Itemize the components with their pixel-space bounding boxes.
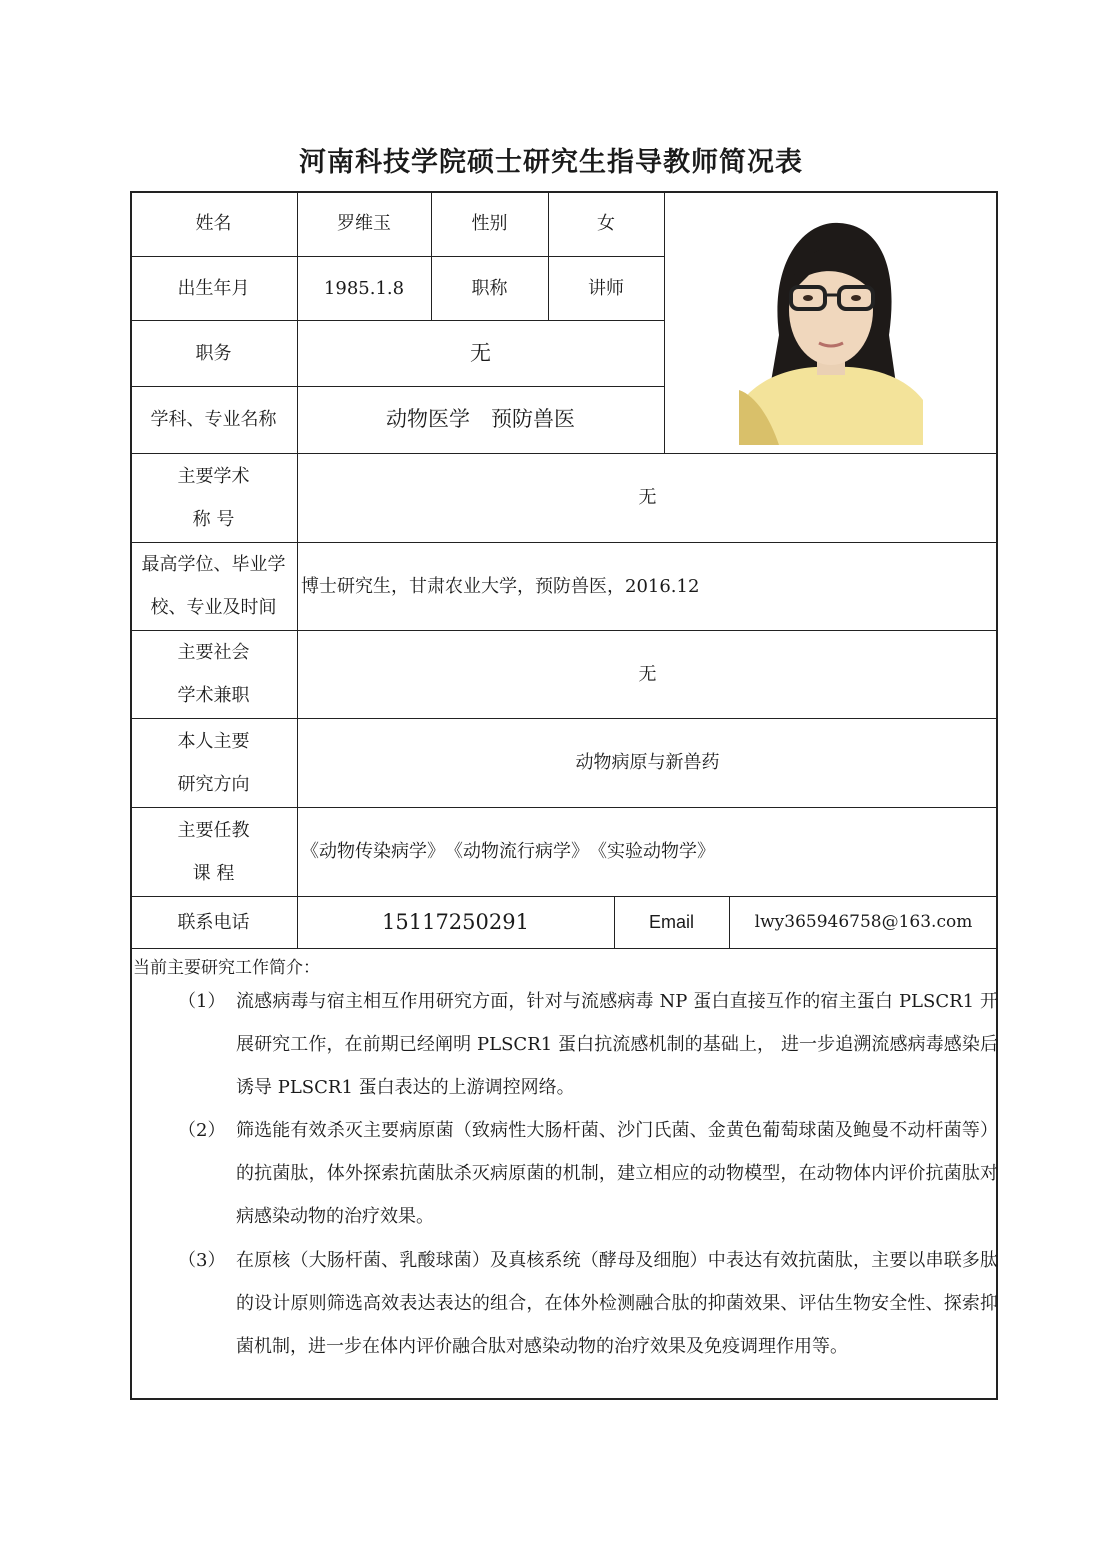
research-label-line1: 本人主要 (177, 730, 250, 752)
degree-value: 博士研究生，甘肃农业大学，预防兽医，2016.12 (301, 575, 700, 597)
major-value: 动物医学 预防兽医 (386, 407, 575, 431)
intro-item-text: 流感病毒与宿主相互作用研究方面，针对与流感病毒 NP 蛋白直接互作的宿主蛋白 PLSCR1 开展研究工作，在前期已经阐明 PLSCR1 蛋白抗流感机制的基础上， 进一步追溯流感病毒感染后诱导 PLSCR1 蛋白表达的上游调控网络。 (236, 991, 998, 1098)
social-value: 无 (638, 663, 657, 685)
social-label-line1: 主要社会 (177, 642, 250, 663)
rank-label: 职称 (471, 277, 508, 299)
research-value: 动物病原与新兽药 (575, 752, 720, 773)
courses-value: 《动物传染病学》 《动物流行病学》 《实验动物学》 (301, 841, 715, 862)
name-label: 姓名 (195, 213, 232, 234)
name-value: 罗维玉 (337, 213, 391, 234)
portrait-photo (739, 215, 923, 445)
academic-title-value: 无 (638, 487, 657, 508)
phone-label: 联系电话 (177, 911, 250, 933)
degree-label-line1: 最高学位、毕业学 (141, 554, 286, 575)
courses-label (130, 807, 297, 896)
intro-item-number: （2） (178, 1120, 226, 1141)
academic-title-label-line1: 主要学术 (177, 465, 250, 487)
social-label (130, 630, 297, 718)
degree-label (130, 542, 297, 630)
gender-label: 性别 (471, 213, 508, 234)
academic-title-label (130, 453, 297, 542)
courses-label-line2: 课 程 (192, 862, 235, 884)
intro-item-number: （3） (178, 1250, 226, 1271)
intro-item-text: 在原核（大肠杆菌、乳酸球菌）及真核系统（酵母及细胞）中表达有效抗菌肽，主要以串联多肽的设计原则筛选高效表达表达的组合，在体外检测融合肽的抑菌效果、评估生物安全性、探索抑菌机制，进一步在体内评价融合肽对感染动物的治疗效果及免疫调理作用等。 (236, 1250, 998, 1357)
phone-value: 15117250291 (382, 909, 529, 934)
intro-item-text: 筛选能有效杀灭主要病原菌（致病性大肠杆菌、沙门氏菌、金黄色葡萄球菌及鲍曼不动杆菌等）的抗菌肽，体外探索抗菌肽杀灭病原菌的机制，建立相应的动物模型，在动物体内评价抗菌肽对病感染动物的治疗效果。 (236, 1120, 998, 1227)
courses-label-line1: 主要任教 (177, 819, 250, 841)
email-label: Email (648, 911, 694, 932)
email-value: lwy365946758@163.com (754, 911, 973, 932)
academic-title-label-line2: 称 号 (192, 508, 235, 530)
research-label (130, 718, 297, 807)
duty-value: 无 (470, 340, 491, 365)
birth-label: 出生年月 (177, 277, 250, 299)
intro-item-number: （1） (178, 991, 226, 1012)
degree-label-line2: 校、专业及时间 (150, 597, 277, 618)
birth-value: 1985.1.8 (323, 277, 405, 299)
social-label-line2: 学术兼职 (177, 685, 250, 706)
duty-label: 职务 (195, 342, 232, 364)
major-label: 学科、专业名称 (150, 409, 277, 430)
gender-value: 女 (597, 213, 615, 234)
rank-value: 讲师 (588, 277, 624, 299)
research-label-line2: 研究方向 (177, 773, 250, 795)
page-title: 河南科技学院硕士研究生指导教师简况表 (299, 147, 803, 178)
intro-label: 当前主要研究工作简介： (133, 958, 320, 978)
